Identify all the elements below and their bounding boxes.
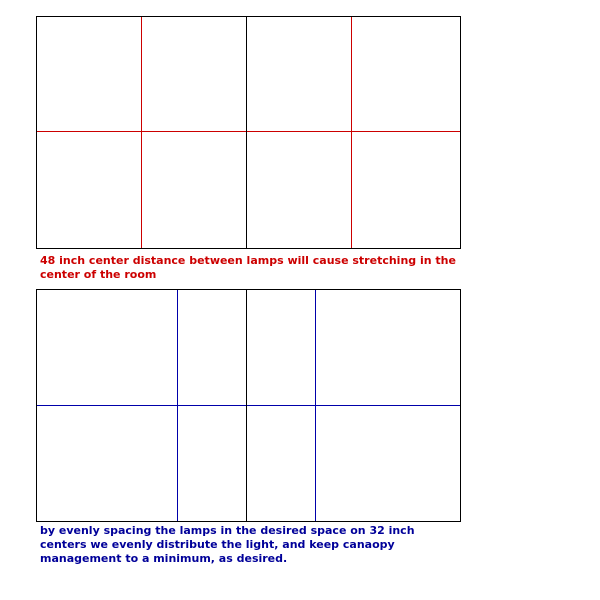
top-grid xyxy=(37,17,461,249)
top-caption: 48 inch center distance between lamps will cause stretching in the center of the room xyxy=(40,254,456,281)
bottom-caption: by evenly spacing the lamps in the desired space on 32 inch centers we evenly distribute the light, and keep canaopy management to a minimum, as desired. xyxy=(40,524,415,565)
top-room-outline xyxy=(37,17,461,249)
bottom-grid xyxy=(37,290,461,522)
